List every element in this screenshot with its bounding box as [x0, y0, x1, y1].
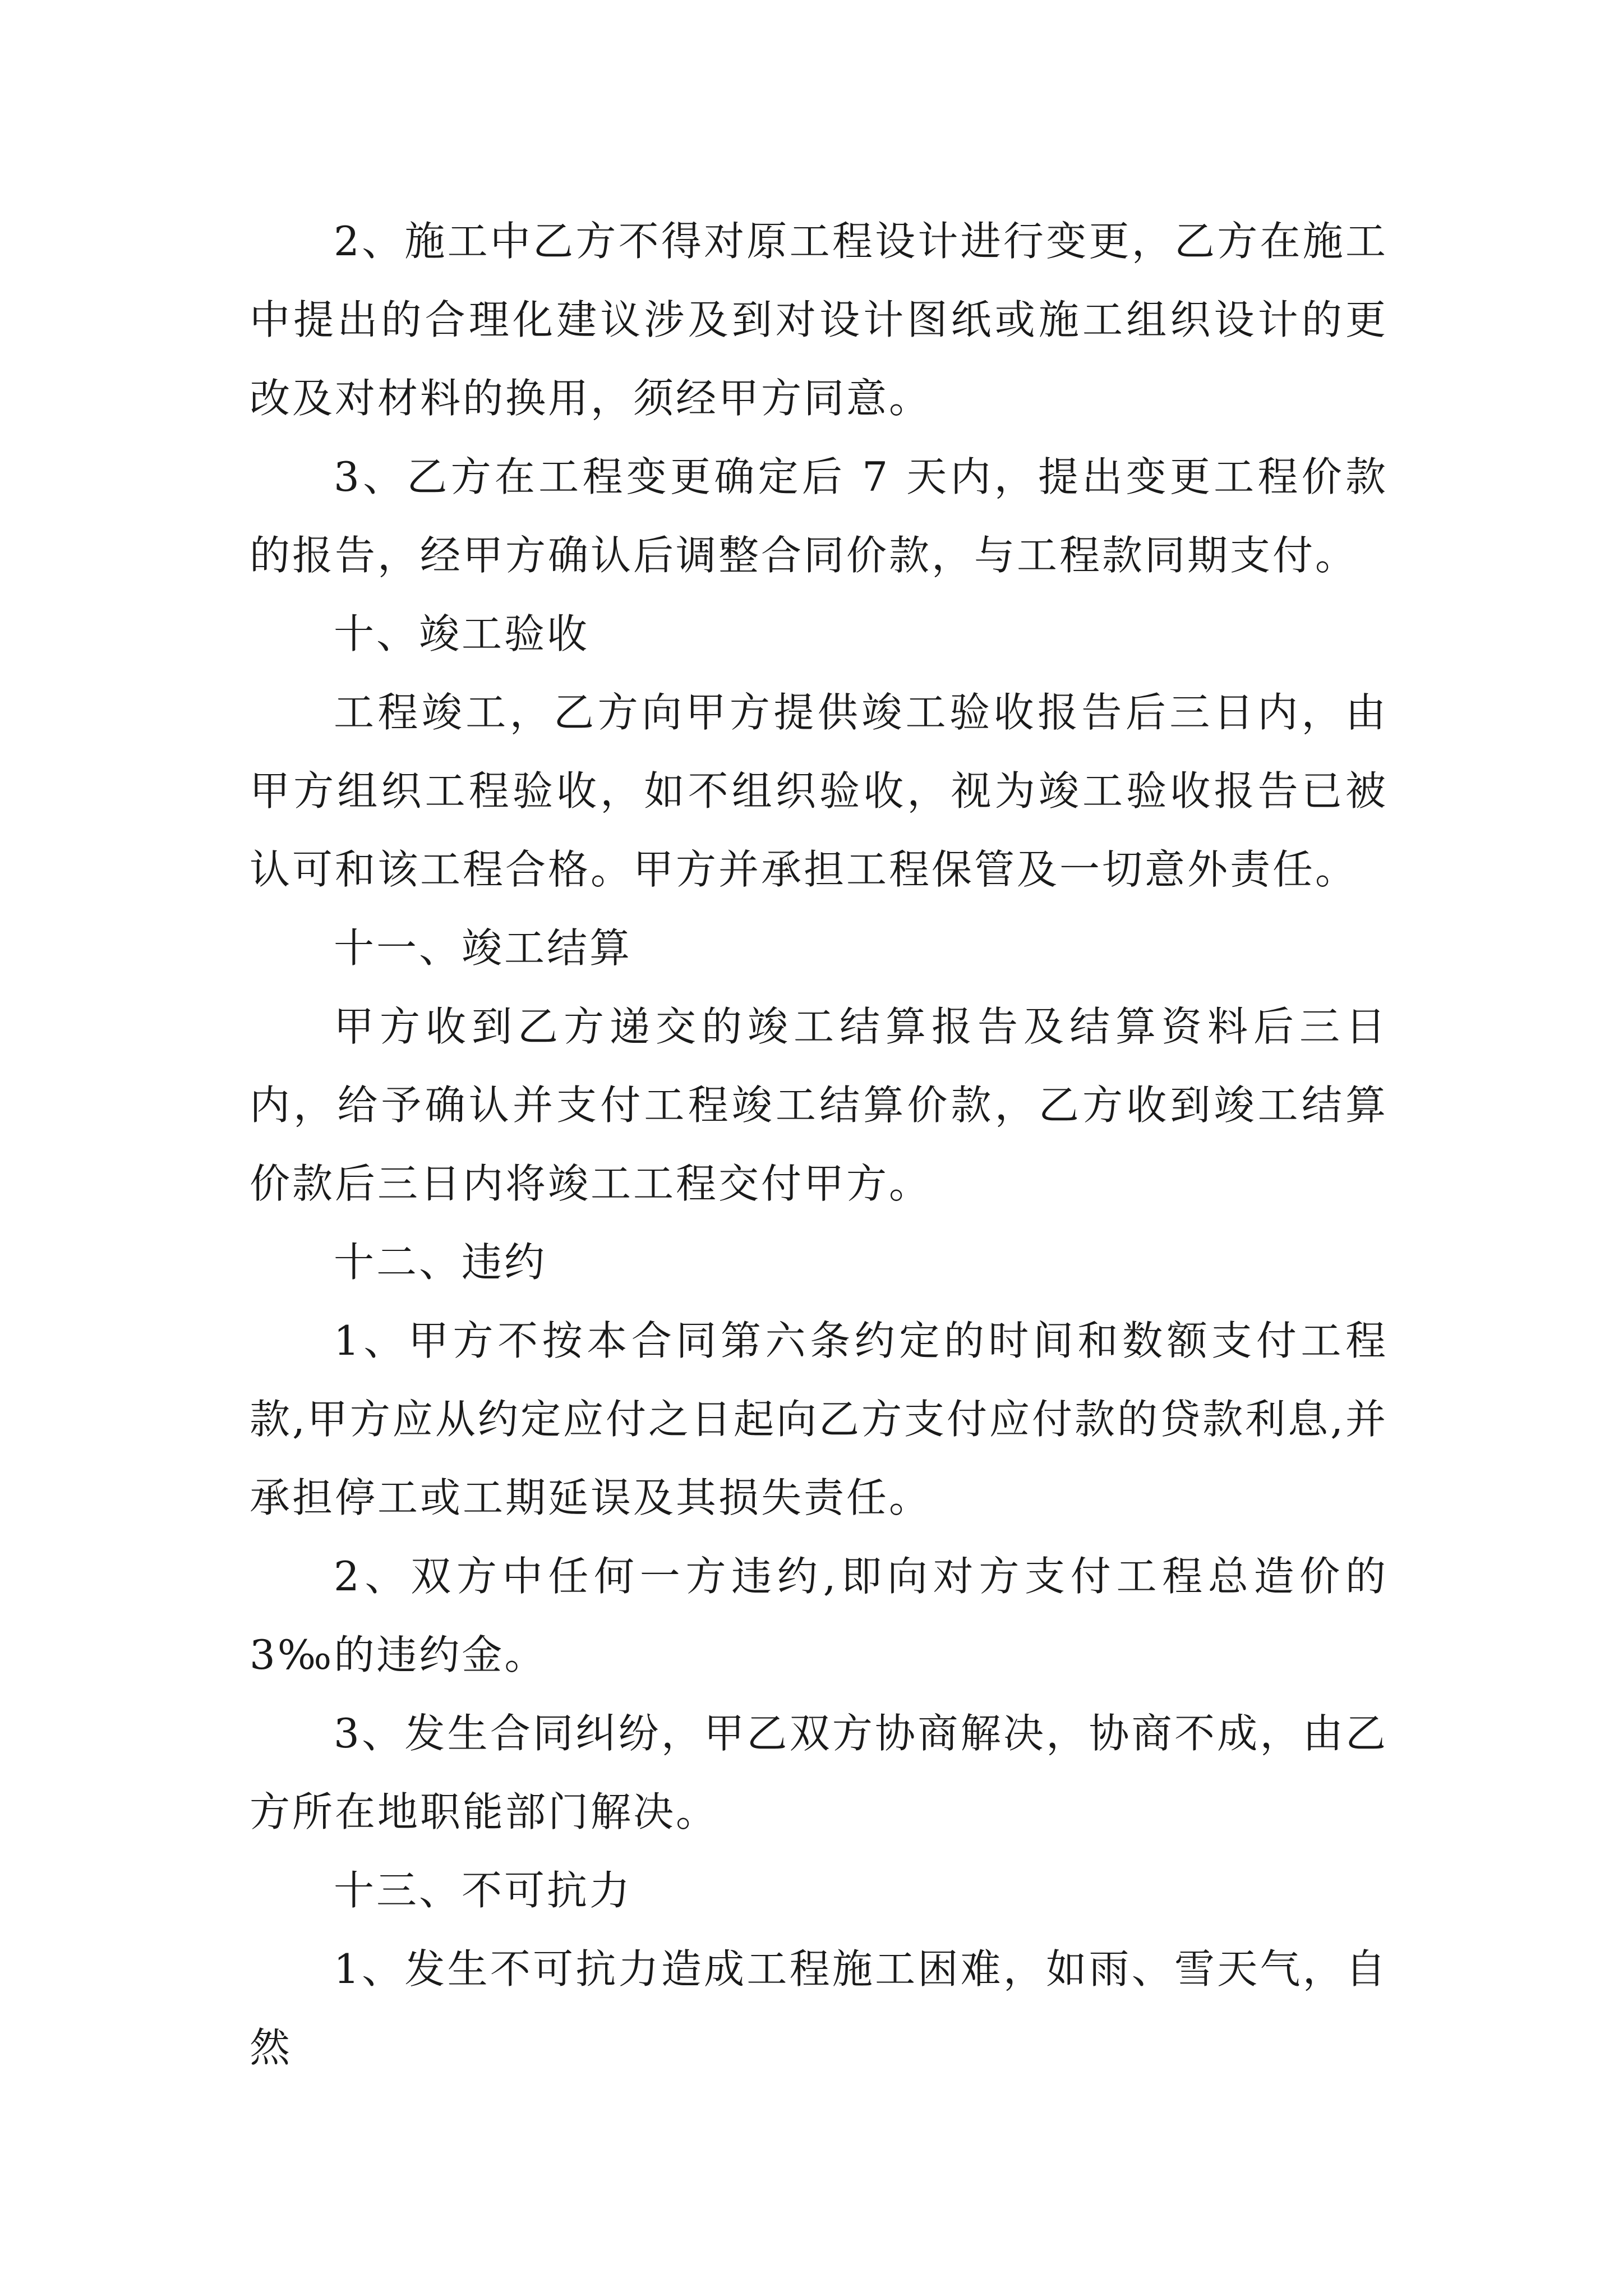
section-heading-force-majeure: 十三、不可抗力	[334, 1867, 633, 1914]
paragraph-price-adjustment: 3、乙方在工程变更确定后 7 天内，提出变更工程价款的报告，经甲方确认后调整合同价款，与工程款同期支付。	[250, 453, 1388, 579]
paragraph-force-majeure: 1、发生不可抗力造成工程施工困难，如雨、雪天气，自然	[250, 1945, 1388, 2071]
paragraph-breach-payment: 1、甲方不按本合同第六条约定的时间和数额支付工程款,甲方应从约定应付之日起向乙方支付应付款的贷款利息,并承担停工或工期延误及其损失责任。	[250, 1317, 1388, 1521]
paragraph-completion-acceptance: 工程竣工，乙方向甲方提供竣工验收报告后三日内，由甲方组织工程验收，如不组织验收，视为竣工验收报告已被认可和该工程合格。甲方并承担工程保管及一切意外责任。	[250, 689, 1388, 893]
paragraph-dispute-resolution: 3、发生合同纠纷，甲乙双方协商解决，协商不成，由乙方所在地职能部门解决。	[250, 1710, 1388, 1835]
section-heading-final-settlement: 十一、竣工结算	[334, 924, 633, 972]
paragraph-final-settlement: 甲方收到乙方递交的竣工结算报告及结算资料后三日内，给予确认并支付工程竣工结算价款，乙方收到竣工结算价款后三日内将竣工工程交付甲方。	[250, 1003, 1388, 1207]
paragraph-breach-penalty: 2、双方中任何一方违约,即向对方支付工程总造价的3‰的违约金。	[250, 1553, 1388, 1678]
paragraph-design-change: 2、施工中乙方不得对原工程设计进行变更，乙方在施工中提出的合理化建议涉及到对设计图纸或施工组织设计的更改及对材料的换用，须经甲方同意。	[250, 218, 1388, 422]
section-heading-breach: 十二、违约	[334, 1239, 547, 1286]
section-heading-completion-acceptance: 十、竣工验收	[334, 610, 590, 657]
document-body	[250, 202, 1388, 2087]
